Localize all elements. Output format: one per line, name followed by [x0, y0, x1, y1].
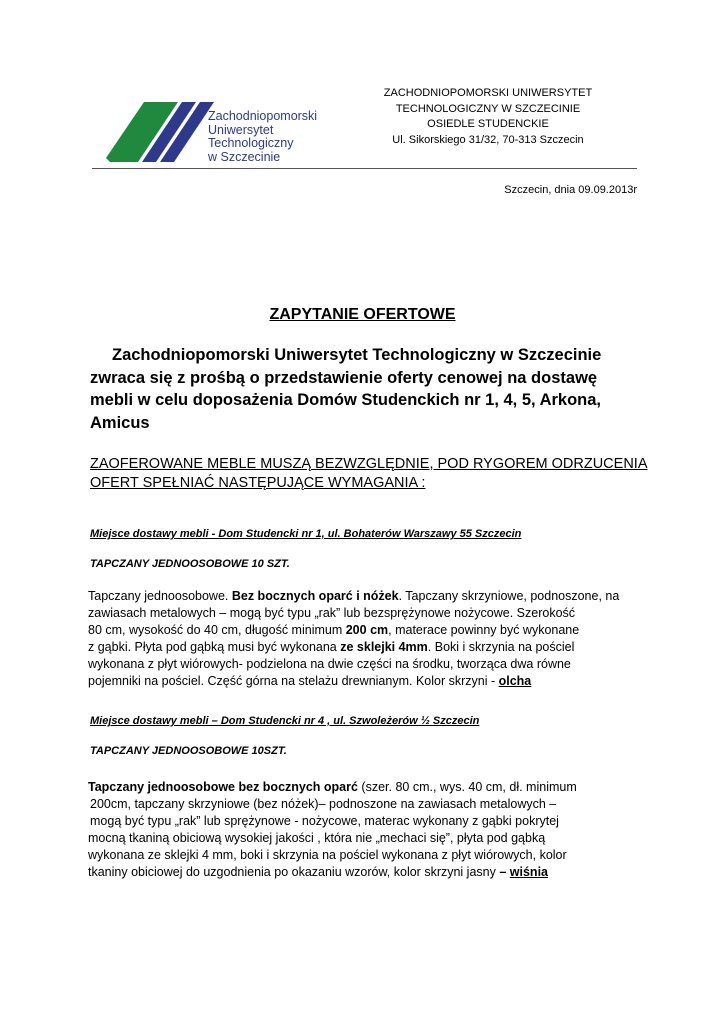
- document-date: Szczecin, dnia 09.09.2013r: [504, 184, 637, 196]
- s2-bold: Tapczany jednoosobowe bez bocznych oparć: [88, 780, 358, 794]
- warning-line-2: OFERT SPEŁNIAĆ NASTĘPUJĄCE WYMAGANIA :: [90, 475, 426, 491]
- section2-heading: TAPCZANY JEDNOOSOBOWE 10SZT.: [90, 745, 287, 757]
- header-line-1: ZACHODNIOPOMORSKI UNIWERSYTET: [383, 87, 593, 99]
- section1-description: [88, 588, 643, 690]
- s1-text: 80 cm, wysokość do 40 cm, długość minimum: [88, 623, 346, 637]
- s1-text: , materace powinny być wykonane: [388, 623, 580, 637]
- section2-description: [88, 779, 643, 881]
- logo-wordmark: [208, 110, 317, 164]
- s1-bold: ze sklejki 4mm: [340, 640, 428, 654]
- s1-text: . Tapczany skrzyniowe, podnoszone, na: [398, 589, 620, 603]
- s1-bold: Bez bocznych oparć i nóżek: [231, 589, 399, 603]
- intro-line-3: mebli w celu doposażenia Domów Studenckich nr 1, 4, 5, Arkona,: [90, 391, 602, 409]
- document-title: ZAPYTANIE OFERTOWE: [269, 306, 456, 323]
- logo-line-1: Zachodniopomorski: [208, 109, 318, 123]
- intro-paragraph: [90, 344, 650, 434]
- header-line-2: TECHNOLOGICZNY W SZCZECINIE: [395, 102, 581, 115]
- s2-line: mocną tkaniną obiciową wysokiej jakości , która nie „mechaci się”, płyta pod gąbką: [88, 831, 546, 845]
- logo-line-4: w Szczecinie: [208, 149, 281, 164]
- intro-line-1: Zachodniopomorski Uniwersytet Technologiczny w Szczecinie: [112, 346, 602, 364]
- s2-line: mogą być typu „rak” lub sprężynowe - nożycowe, materac wykonany z gąbki pokrytej: [90, 814, 559, 828]
- header-divider: [92, 168, 637, 169]
- s1-line: wykonana z płyt wiórowych- podzielona na dwie części na środku, tworząca dwa równe: [88, 657, 571, 671]
- s2-color-value: wiśnia: [509, 865, 548, 879]
- s2-line: 200cm, tapczany skrzyniowe (bez nóżek)– podnoszone na zawiasach metalowych –: [90, 797, 557, 811]
- s1-text: z gąbki. Płyta pod gąbką musi być wykonana: [88, 640, 341, 654]
- header-address: [360, 86, 616, 148]
- s1-bold: 200 cm: [345, 623, 389, 637]
- s2-text: tkaniny obiciowej do uzgodnienia po okazaniu wzorów, kolor skrzyni jasny: [88, 865, 500, 879]
- warning-line-1: ZAOFEROWANE MEBLE MUSZĄ BEZWZGLĘDNIE, POD RYGOREM ODRZUCENIA: [90, 456, 648, 472]
- intro-line-4: Amicus: [90, 413, 150, 432]
- s1-line: zawiasach metalowych – mogą być typu „rak” lub bezsprężynowe nożycowe. Szerokość: [88, 606, 576, 620]
- requirements-warning: [90, 455, 650, 493]
- section1-location: Miejsce dostawy mebli - Dom Studencki nr 1, ul. Bohaterów Warszawy 55 Szczecin: [90, 528, 522, 540]
- header-line-4: Ul. Sikorskiego 31/32, 70-313 Szczecin: [392, 133, 584, 146]
- s2-dash: –: [499, 865, 510, 879]
- logo-line-2: Uniwersytet: [208, 122, 274, 137]
- header-line-3: OSIEDLE STUDENCKIE: [427, 118, 549, 130]
- s1-text: Tapczany jednoosobowe.: [88, 589, 232, 603]
- s2-line: wykonana ze sklejki 4 mm, boki i skrzynia na pościel wykonana z płyt wiórowych, kolor: [88, 848, 567, 862]
- s1-color-value: olcha: [498, 674, 532, 688]
- s2-text: (szer. 80 cm., wys. 40 cm, dł. minimum: [357, 780, 577, 794]
- s1-text: pojemniki na pościel. Część górna na stelażu drewnianym. Kolor skrzyni -: [88, 674, 499, 688]
- section1-heading: TAPCZANY JEDNOOSOBOWE 10 SZT.: [90, 558, 290, 570]
- intro-line-2: zwraca się z prośbą o przedstawienie oferty cenowej na dostawę: [90, 368, 598, 387]
- s1-text: . Boki i skrzynia na pościel: [427, 640, 575, 654]
- logo-line-3: Technologiczny: [208, 136, 294, 150]
- section2-location: Miejsce dostawy mebli – Dom Studencki nr 4 , ul. Szwoleżerów ½ Szczecin: [90, 715, 480, 727]
